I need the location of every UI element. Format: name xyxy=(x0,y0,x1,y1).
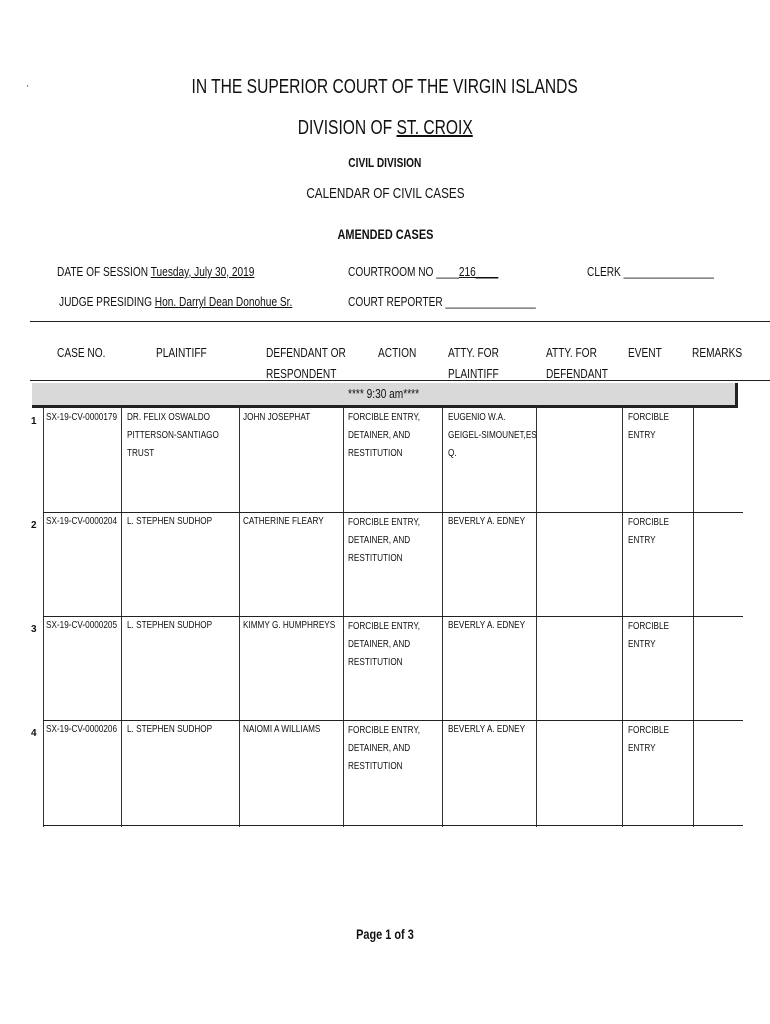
header-bottom-rule xyxy=(30,380,770,381)
defendant-cell: KIMMY G. HUMPHREYS xyxy=(243,619,336,631)
event-cell: FORCIBLE ENTRY xyxy=(628,516,669,546)
defendant-cell: JOHN JOSEPHAT xyxy=(243,411,311,423)
grid-line xyxy=(622,407,623,827)
row-number: 3 xyxy=(31,624,37,635)
civil-division-text: CIVIL DIVISION xyxy=(348,155,422,170)
grid-line xyxy=(239,407,240,827)
header-event: EVENT xyxy=(628,345,662,360)
page-number: Page 1 of 3 xyxy=(356,926,414,942)
event-cell: FORCIBLE ENTRY xyxy=(628,724,669,754)
date-of-session xyxy=(57,264,310,279)
division-prefix: DIVISION OF xyxy=(297,117,397,139)
plaintiff-cell: L. STEPHEN SUDHOP xyxy=(127,619,213,631)
date-value: Tuesday, July 30, 2019 xyxy=(150,264,255,279)
clerk-label: CLERK ________________ xyxy=(587,264,714,279)
header-defendant: DEFENDANT OR RESPONDENT xyxy=(266,345,346,381)
grid-line xyxy=(43,407,44,827)
judge-presiding xyxy=(59,294,358,309)
header-action: ACTION xyxy=(378,345,417,360)
atty-plaintiff-cell: BEVERLY A. EDNEY xyxy=(448,515,526,527)
civil-division-heading xyxy=(0,155,770,170)
row-number: 2 xyxy=(31,520,37,531)
courtroom-label: COURTROOM NO ____ xyxy=(348,264,459,279)
clerk-field xyxy=(587,264,750,279)
action-cell: FORCIBLE ENTRY, DETAINER, AND RESTITUTION xyxy=(348,516,421,564)
stray-mark: ' xyxy=(27,84,29,93)
defendant-cell: NAIOMI A WILLIAMS xyxy=(243,723,321,735)
case-number: SX-19-CV-0000205 xyxy=(46,619,118,631)
atty-plaintiff-cell: BEVERLY A. EDNEY xyxy=(448,619,526,631)
courtroom-number xyxy=(348,264,541,279)
atty-plaintiff-cell: EUGENIO W.A. GEIGEL-SIMOUNET,ES Q. xyxy=(448,411,537,459)
date-label: DATE OF SESSION xyxy=(57,264,151,279)
amended-heading xyxy=(0,226,770,242)
header-plaintiff: PLAINTIFF xyxy=(156,345,207,360)
event-cell: FORCIBLE ENTRY xyxy=(628,411,669,441)
plaintiff-cell: L. STEPHEN SUDHOP xyxy=(127,515,213,527)
row-number: 4 xyxy=(31,728,37,739)
calendar-title xyxy=(0,185,770,202)
time-banner-label: **** 9:30 am**** xyxy=(347,386,420,401)
case-number: SX-19-CV-0000204 xyxy=(46,515,118,527)
division-name: ST. CROIX xyxy=(396,117,473,139)
plaintiff-cell: L. STEPHEN SUDHOP xyxy=(127,723,213,735)
amended-text: AMENDED CASES xyxy=(337,226,433,242)
defendant-cell: CATHERINE FLEARY xyxy=(243,515,324,527)
header-atty-plaintiff: ATTY. FOR PLAINTIFF xyxy=(448,345,499,381)
header-case-no: CASE NO. xyxy=(57,345,106,360)
table-top-rule xyxy=(30,321,770,322)
plaintiff-cell: DR. FELIX OSWALDO PITTERSON-SANTIAGO TRUST xyxy=(127,411,219,459)
event-cell: FORCIBLE ENTRY xyxy=(628,620,669,650)
action-cell: FORCIBLE ENTRY, DETAINER, AND RESTITUTION xyxy=(348,724,421,772)
table-bottom-rule xyxy=(43,825,743,826)
grid-line xyxy=(442,407,443,827)
division-title xyxy=(0,117,770,140)
judge-label: JUDGE PRESIDING xyxy=(59,294,155,309)
court-reporter-field xyxy=(348,294,589,309)
atty-plaintiff-cell: BEVERLY A. EDNEY xyxy=(448,723,526,735)
action-cell: FORCIBLE ENTRY, DETAINER, AND RESTITUTION xyxy=(348,620,421,668)
court-title-text: IN THE SUPERIOR COURT OF THE VIRGIN ISLANDS xyxy=(191,76,579,98)
action-cell: FORCIBLE ENTRY, DETAINER, AND RESTITUTION xyxy=(348,411,421,459)
judge-value: Hon. Darryl Dean Donohue Sr. xyxy=(154,294,293,309)
court-reporter-label: COURT REPORTER ________________ xyxy=(348,294,536,309)
calendar-title-text: CALENDAR OF CIVIL CASES xyxy=(305,185,465,202)
courtroom-value: 216____ xyxy=(458,264,499,279)
court-title xyxy=(0,76,770,99)
case-number: SX-19-CV-0000179 xyxy=(46,411,118,423)
case-number: SX-19-CV-0000206 xyxy=(46,723,118,735)
header-atty-defendant: ATTY. FOR DEFENDANT xyxy=(546,345,608,381)
header-remarks: REMARKS xyxy=(692,345,743,360)
grid-line xyxy=(693,407,694,827)
row-number: 1 xyxy=(31,416,37,427)
